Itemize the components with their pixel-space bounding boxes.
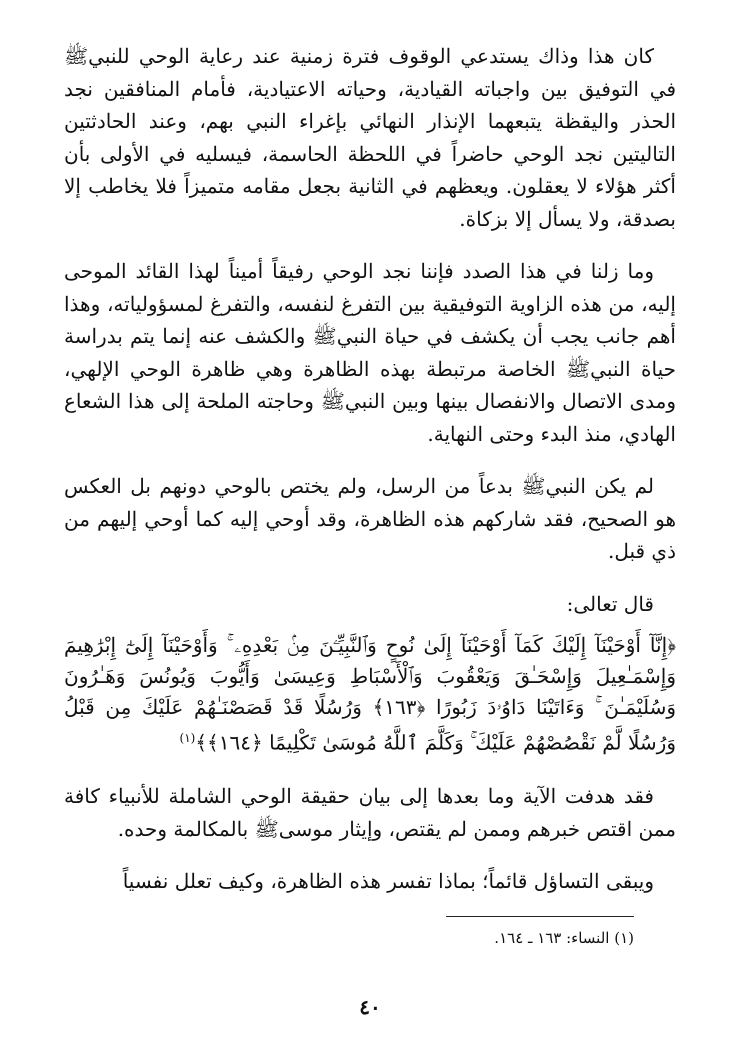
paragraph-1: كان هذا وذاك يستدعي الوقوف فترة زمنية عند رعاية الوحي للنبيﷺ في التوفيق بين واجباته القيادية، وحياته الاعتيادية، فأمام المنافقين نجد الحذر واليقظة يتبعهما الإنذار النهائي بإغراء النبي بهم، وعند الحادثتين التاليتين نجد الوحي حاضراً في اللحظة الحاسمة، فيسليه في الأولى بأن أكثر هؤلاء لا يعقلون. ويعظهم في الثانية بجعل مقامه متميزاً فلا يخاطب إلا بصدقة، ولا يسأل إلا بزكاة. — [64, 44, 676, 231]
quran-verse — [64, 630, 676, 759]
paragraph-2: وما زلنا في هذا الصدد فإننا نجد الوحي رفيقاً أميناً لهذا القائد الموحى إليه، من هذه الزاوية التوفيقية بين التفرغ لنفسه، والتفرغ لمسؤولياته، وهذا أهم جانب يجب أن يكشف في حياة النبيﷺ والكشف عنه إنما يتم بدراسة حياة النبيﷺ الخاصة مرتبطة بهذه الظاهرة وهي ظاهرة الوحي الإلهي، ومدى الاتصال والانفصال بينها وبين النبيﷺ وحاجته الملحة إلى هذا الشعاع الهادي، منذ البدء وحتى النهاية. — [64, 259, 676, 446]
footnote-ref: (١) — [179, 730, 196, 745]
verse-intro: قال تعالى: — [566, 591, 654, 616]
page-number: ٤٠ — [359, 995, 381, 1019]
paragraph-5: ويبقى التساؤل قائماً؛ بماذا تفسر هذه الظاهرة، وكيف تعلل نفسياً — [122, 869, 654, 894]
paragraph-4: فقد هدفت الآية وما بعدها إلى بيان حقيقة الوحي الشاملة للأنبياء كافة ممن اقتص خبرهم وممن لم يقتص، وإيثار موسىﷺ بالمكالمة وحده. — [64, 784, 676, 841]
footnote: (١) النساء: ١٦٣ ـ ١٦٤. — [494, 929, 634, 947]
verse-text: ﴿إِنَّآ أَوْحَيْنَآ إِلَيْكَ كَمَآ أَوْحَيْنَآ إِلَىٰ نُوحٍ وَٱلنَّبِيِّـۧنَ مِنۢ بَعْدِهِۦ ۚ وَأَوْحَيْنَآ إِلَىٰٓ إِبْرَٰهِيمَ وَإِسْمَـٰعِيلَ وَإِسْحَـٰقَ وَيَعْقُوبَ وَٱلْأَسْبَاطِ وَعِيسَىٰ وَأَيُّوبَ وَيُونُسَ وَهَـٰرُونَ وَسُلَيْمَـٰنَ ۚ وَءَاتَيْنَا دَاوُۥدَ زَبُورًا ﴿١٦٣﴾ وَرُسُلًا قَدْ قَصَصْنَـٰهُمْ عَلَيْكَ مِن قَبْلُ وَرُسُلًا لَّمْ نَقْصُصْهُمْ عَلَيْكَ ۚ وَكَلَّمَ ٱللَّهُ مُوسَىٰ تَكْلِيمًا ﴿١٦٤﴾﴾ — [64, 632, 676, 755]
footnote-divider — [446, 916, 634, 917]
book-page — [64, 40, 676, 1020]
paragraph-3: لم يكن النبيﷺ بدعاً من الرسل، ولم يختص بالوحي دونهم بل العكس هو الصحيح، فقد شاركهم هذه الظاهرة، وقد أوحي إليه كما أوحي إليهم من ذي قبل. — [64, 474, 676, 563]
